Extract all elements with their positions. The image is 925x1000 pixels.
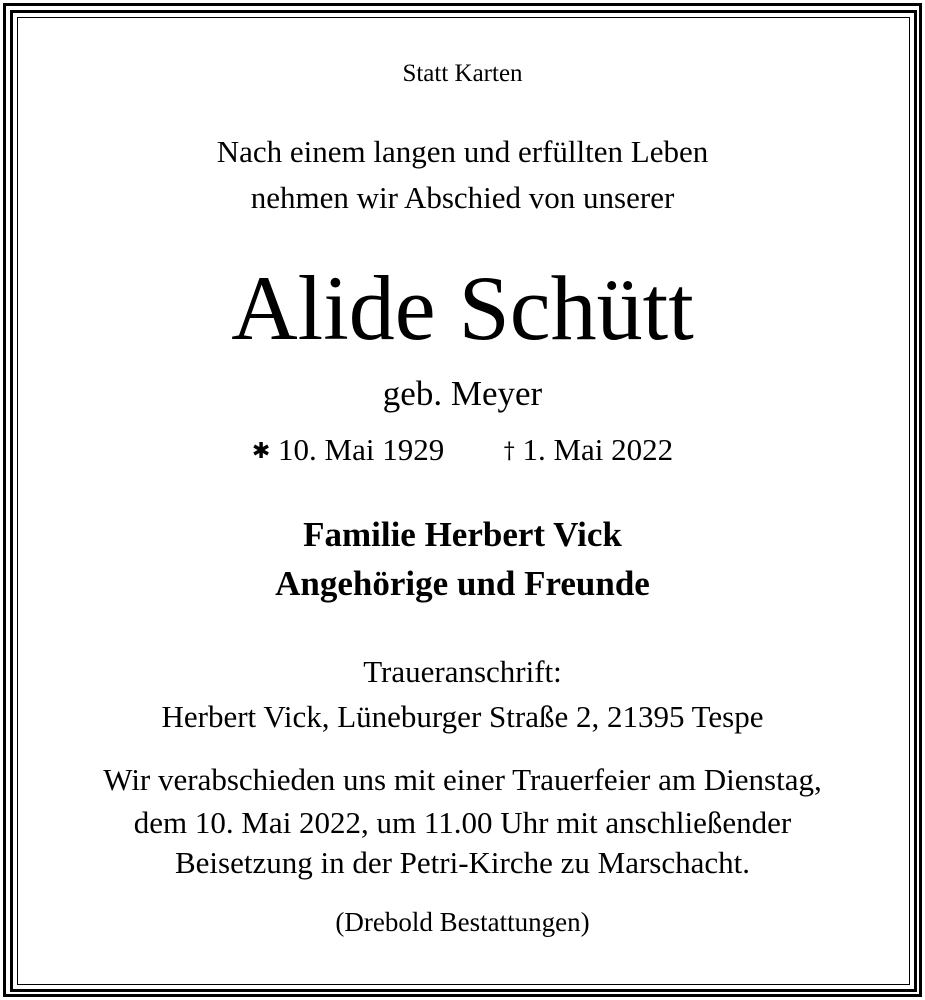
funeral-line-1: Wir verabschieden uns mit einer Trauerfeier am Dienstag, [103, 762, 822, 797]
life-dates [18, 432, 907, 468]
obituary-notice [18, 18, 907, 982]
address-label: Traueranschrift: [363, 654, 562, 689]
maiden-name: geb. Meyer [382, 374, 543, 413]
birth-star-icon: ✱ [251, 439, 271, 464]
funeral-line-3: Beisetzung in der Petri-Kirche zu Marschacht. [174, 845, 750, 880]
intro-line-2: nehmen wir Abschied von unserer [250, 180, 675, 215]
death-date: 1. Mai 2022 [522, 432, 674, 467]
undertaker-name: (Drebold Bestattungen) [335, 907, 590, 937]
mourners-line-1: Familie Herbert Vick [303, 515, 622, 554]
header-text: Statt Karten [402, 60, 523, 87]
mourners-line-2: Angehörige und Freunde [275, 564, 650, 603]
mourning-address: Herbert Vick, Lüneburger Straße 2, 21395 Tespe [161, 699, 764, 734]
intro-line-1: Nach einem langen und erfüllten Leben [216, 134, 709, 169]
deceased-name: Alide Schütt [231, 257, 694, 359]
death-cross-icon: † [503, 439, 515, 464]
birth-date: 10. Mai 1929 [278, 432, 445, 467]
funeral-line-2: dem 10. Mai 2022, um 11.00 Uhr mit anschließender [133, 805, 792, 840]
